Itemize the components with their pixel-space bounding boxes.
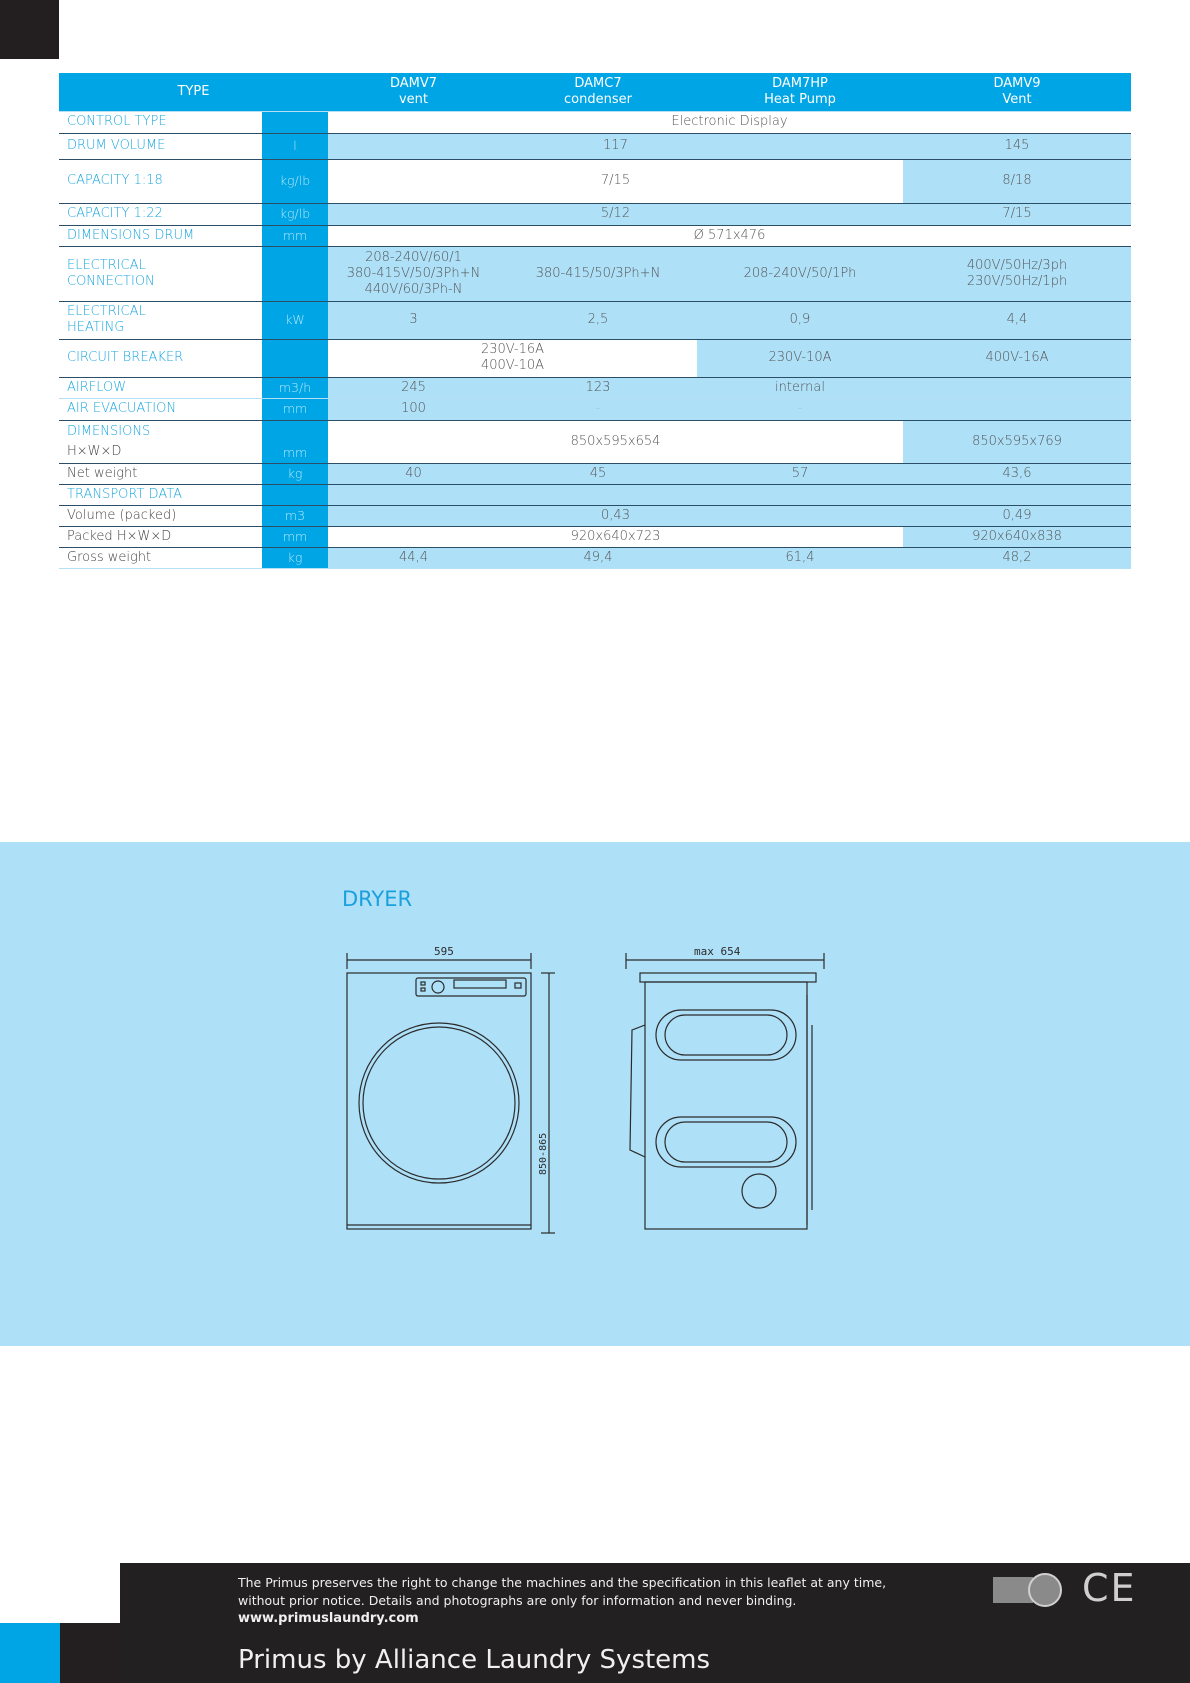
value-cell: 208-240V/50/1Ph <box>697 246 903 301</box>
model-damc7: DAMC7 condenser <box>499 73 697 111</box>
unit-cell: mm <box>262 225 328 246</box>
unit-cell <box>262 484 328 505</box>
footer-disclaimer-line1: The Primus preserves the right to change the machines and the specification in this leaflet at any time, <box>238 1575 887 1590</box>
control-button <box>421 982 425 985</box>
airflow-loop-upper-inner <box>665 1015 787 1055</box>
footer-website-link[interactable]: www.primuslaundry.com <box>238 1611 419 1626</box>
value-cell: 230V-16A 400V-10A <box>328 339 697 377</box>
value-cell: 5/12 <box>328 203 903 225</box>
value-cell <box>903 377 1131 398</box>
value-cell: 145 <box>903 133 1131 159</box>
side-cabinet <box>645 982 807 1229</box>
value-cell: 400V-16A <box>903 339 1131 377</box>
value-cell: internal <box>697 377 903 398</box>
unit-cell: mm <box>262 398 328 420</box>
unit-cell: kg <box>262 463 328 484</box>
value-cell: 2,5 <box>499 301 697 339</box>
row-label: AIRFLOW <box>67 379 127 395</box>
airflow-loop-upper <box>656 1010 796 1060</box>
row-label: TRANSPORT DATA <box>67 486 183 502</box>
front-view <box>347 945 555 1233</box>
value-cell: 0,49 <box>903 505 1131 526</box>
row-volume-packed <box>59 505 1131 526</box>
value-cell: - <box>697 398 903 420</box>
value-cell: 49,4 <box>499 547 697 568</box>
airflow-loop-lower-inner <box>665 1122 787 1162</box>
value-cell: 380-415/50/3Ph+N <box>499 246 697 301</box>
unit-cell <box>262 339 328 377</box>
door-outer <box>359 1023 519 1183</box>
row-label: Volume (packed) <box>67 507 177 523</box>
row-label: Packed H×W×D <box>67 528 172 544</box>
program-knob <box>432 981 444 993</box>
value-cell: 40 <box>328 463 499 484</box>
value-cell: 230V-10A <box>697 339 903 377</box>
value-cell: 850x595x769 <box>903 420 1131 463</box>
unit-cell: l <box>262 133 328 159</box>
footer-disclaimer-line2: without prior notice. Details and photographs are only for information and never binding. <box>238 1593 797 1608</box>
model-dam7hp: DAM7HP Heat Pump <box>697 73 903 111</box>
row-transport-data <box>59 484 1131 505</box>
row-circuit-breaker <box>59 339 1131 377</box>
value-cell: 123 <box>499 377 697 398</box>
value-cell: 920x640x723 <box>328 526 903 547</box>
unit-cell <box>262 111 328 133</box>
value-cell: 0,9 <box>697 301 903 339</box>
row-label: Net weight <box>67 465 138 481</box>
value-cell: 57 <box>697 463 903 484</box>
row-capacity-18 <box>59 159 1131 203</box>
value-cell: - <box>499 398 697 420</box>
drawing-title: DRYER <box>342 887 413 911</box>
row-label: DIMENSIONS H×W×D <box>67 423 151 459</box>
value-cell: 7/15 <box>328 159 903 203</box>
value-cell: 208-240V/60/1 380-415V/50/3Ph+N 440V/60/3Ph-N <box>328 246 499 301</box>
value-cell: 61,4 <box>697 547 903 568</box>
row-drum-volume <box>59 133 1131 159</box>
value-cell: 4,4 <box>903 301 1131 339</box>
row-label: CONTROL TYPE <box>67 114 167 129</box>
row-packed-dims <box>59 526 1131 547</box>
row-label: ELECTRICAL HEATING <box>67 304 146 335</box>
value-cell: Ø 571x476 <box>328 225 1131 246</box>
model-damv9: DAMV9 Vent <box>903 73 1131 111</box>
row-label: DRUM VOLUME <box>67 138 166 153</box>
row-control-type <box>59 111 1131 133</box>
value-cell: Electronic Display <box>328 111 1131 133</box>
row-gross-weight <box>59 547 1131 568</box>
value-cell: 44,4 <box>328 547 499 568</box>
airflow-loop-lower <box>656 1117 796 1167</box>
row-dimensions-drum <box>59 225 1131 246</box>
row-label: ELECTRICAL CONNECTION <box>67 257 155 289</box>
certification-badge <box>990 1572 1080 1612</box>
row-electrical-connection <box>59 246 1131 301</box>
corner-square-top-left <box>0 0 59 59</box>
value-cell: 0,43 <box>328 505 903 526</box>
header-row <box>59 73 1131 111</box>
unit-cell: m3/h <box>262 377 328 398</box>
row-label: Gross weight <box>67 549 152 565</box>
value-cell: 117 <box>328 133 903 159</box>
row-capacity-22 <box>59 203 1131 225</box>
display-window <box>454 980 506 988</box>
value-cell: 920x640x838 <box>903 526 1131 547</box>
door-profile <box>630 1025 645 1157</box>
width-label: 595 <box>434 945 454 958</box>
unit-cell: mm <box>262 526 328 547</box>
value-cell: 245 <box>328 377 499 398</box>
height-label: 850-865 <box>538 1132 549 1175</box>
row-label: DIMENSIONS DRUM <box>67 227 195 243</box>
unit-cell: m3 <box>262 505 328 526</box>
unit-cell: kW <box>262 301 328 339</box>
value-cell: 8/18 <box>903 159 1131 203</box>
door-inner <box>363 1027 515 1179</box>
row-air-evacuation <box>59 398 1131 420</box>
value-cell <box>328 484 1131 505</box>
value-cell: 3 <box>328 301 499 339</box>
certification-badge-plate <box>993 1577 1033 1603</box>
value-cell: 850x595x654 <box>328 420 903 463</box>
row-electrical-heating <box>59 301 1131 339</box>
start-button <box>515 983 521 988</box>
depth-label: max 654 <box>694 945 741 958</box>
front-cabinet <box>347 973 531 1229</box>
unit-cell: mm <box>262 420 328 463</box>
top-lid <box>640 973 816 982</box>
certification-badge-seal <box>1029 1574 1061 1606</box>
unit-cell: kg/lb <box>262 203 328 225</box>
side-view <box>626 945 824 1229</box>
footer-brand: Primus by Alliance Laundry Systems <box>238 1645 711 1675</box>
control-button <box>421 988 425 991</box>
value-cell: 400V/50Hz/3ph 230V/50Hz/1ph <box>903 246 1131 301</box>
corner-square-dark <box>60 1623 120 1683</box>
unit-cell: kg <box>262 547 328 568</box>
row-label: CAPACITY 1:22 <box>67 206 163 221</box>
row-dimensions <box>59 420 1131 463</box>
value-cell: 45 <box>499 463 697 484</box>
corner-square-blue <box>0 1623 60 1683</box>
dryer-technical-drawing <box>330 935 840 1240</box>
specification-table <box>59 73 1131 569</box>
row-label: CIRCUIT BREAKER <box>67 350 184 365</box>
value-cell: 43,6 <box>903 463 1131 484</box>
value-cell: 48,2 <box>903 547 1131 568</box>
row-net-weight <box>59 463 1131 484</box>
value-cell: 100 <box>328 398 499 420</box>
row-label: AIR EVACUATION <box>67 401 177 416</box>
row-label: CAPACITY 1:18 <box>67 173 163 188</box>
value-cell <box>903 398 1131 420</box>
unit-cell <box>262 246 328 301</box>
ce-mark: CE <box>1082 1566 1137 1610</box>
value-cell: 7/15 <box>903 203 1131 225</box>
rear-connector <box>742 1174 776 1208</box>
type-header: TYPE <box>59 73 328 111</box>
row-airflow <box>59 377 1131 398</box>
unit-cell: kg/lb <box>262 159 328 203</box>
model-damv7: DAMV7 vent <box>328 73 499 111</box>
